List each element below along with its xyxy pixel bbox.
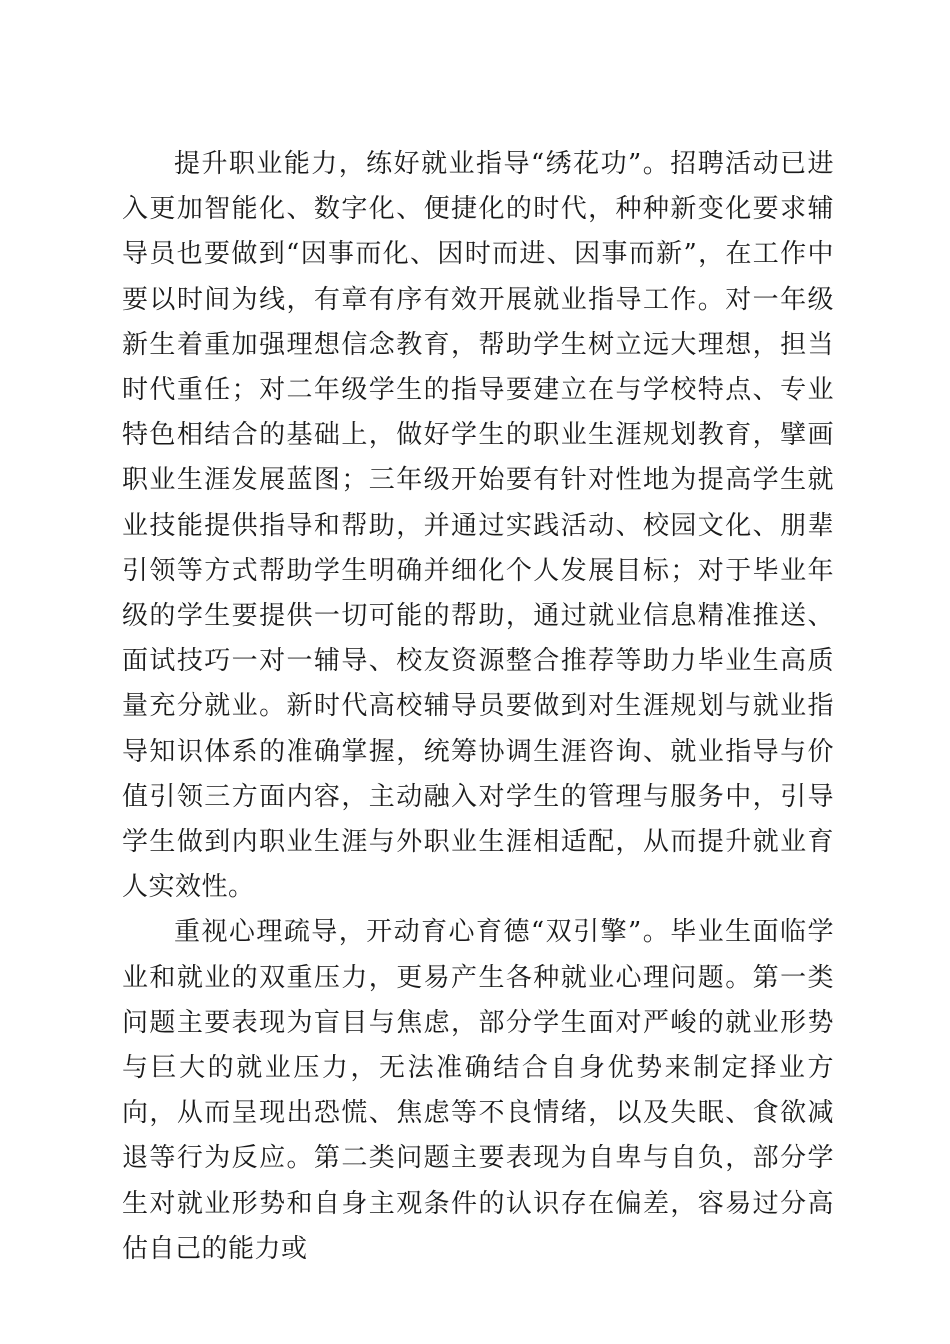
document-body <box>122 142 834 1272</box>
paragraph-psychological-guidance: 重视心理疏导，开动育心育德“双引擎”。毕业生面临学业和就业的双重压力，更易产生各种就业心理问题。第一类问题主要表现为盲目与焦虑，部分学生面对严峻的就业形势与巨大的就业压力，无法准确结合自身优势来制定择业方向，从而呈现出恐慌、焦虑等不良情绪，以及失眠、食欲减退等行为反应。第二类问题主要表现为自卑与自负，部分学生对就业形势和自身主观条件的认识存在偏差，容易过分高估自己的能力或 <box>122 917 834 1264</box>
paragraph-career-ability: 提升职业能力，练好就业指导“绣花功”。招聘活动已进入更加智能化、数字化、便捷化的时代，种种新变化要求辅导员也要做到“因事而化、因时而进、因事而新”，在工作中要以时间为线，有章有序有效开展就业指导工作。对一年级新生着重加强理想信念教育，帮助学生树立远大理想，担当时代重任；对二年级学生的指导要建立在与学校特点、专业特色相结合的基础上，做好学生的职业生涯规划教育，擘画职业生涯发展蓝图；三年级开始要有针对性地为提高学生就业技能提供指导和帮助，并通过实践活动、校园文化、朋辈引领等方式帮助学生明确并细化个人发展目标；对于毕业年级的学生要提供一切可能的帮助，通过就业信息精准推送、面试技巧一对一辅导、校友资源整合推荐等助力毕业生高质量充分就业。新时代高校辅导员要做到对生涯规划与就业指导知识体系的准确掌握，统筹协调生涯咨询、就业指导与价值引领三方面内容，主动融入对学生的管理与服务中，引导学生做到内职业生涯与外职业生涯相适配，从而提升就业育人实效性。 <box>122 149 834 903</box>
